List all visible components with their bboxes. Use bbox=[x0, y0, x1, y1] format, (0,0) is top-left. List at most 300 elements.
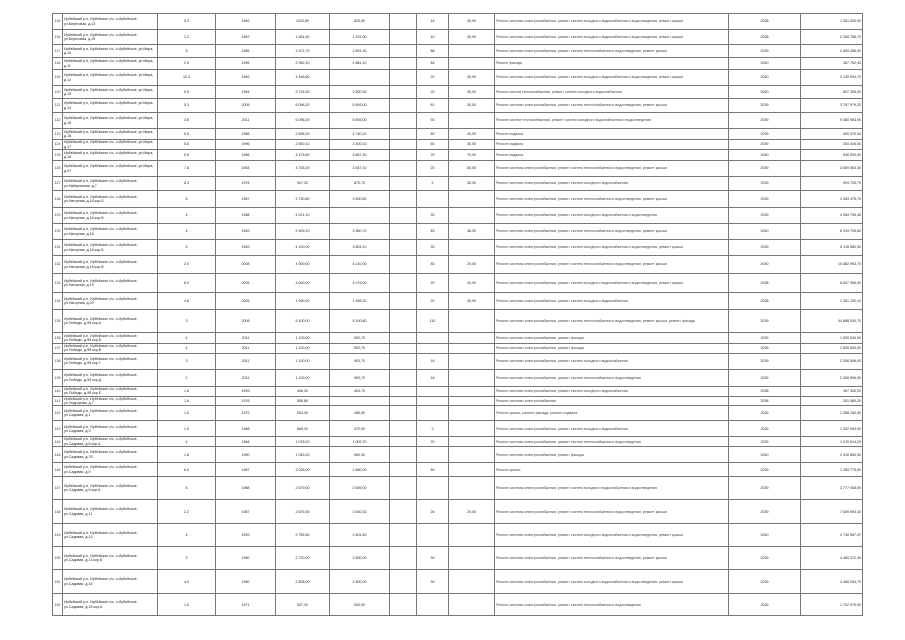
planned-year-cell: 2039 bbox=[729, 594, 801, 616]
row-number: 116 bbox=[53, 30, 63, 45]
table-row bbox=[53, 191, 863, 208]
living-area-cell bbox=[330, 208, 390, 224]
value-cell bbox=[390, 274, 417, 293]
residents-cell bbox=[417, 386, 449, 396]
row-number: 139 bbox=[53, 369, 63, 386]
table-row bbox=[53, 113, 863, 129]
table-row bbox=[53, 500, 863, 524]
living-area-cell: 5 100,80 bbox=[330, 310, 390, 333]
value-cell bbox=[449, 113, 495, 129]
total-area-cell: 4 735,20 bbox=[276, 161, 330, 177]
residents-cell: 16 bbox=[417, 353, 449, 369]
row-number: 135 bbox=[53, 310, 63, 333]
year-built-cell: 1976 bbox=[216, 177, 276, 191]
living-area-cell: 870,70 bbox=[330, 177, 390, 191]
cost-cell: 3 797 979,20 bbox=[801, 99, 863, 113]
value-cell bbox=[449, 406, 495, 421]
table-row bbox=[53, 86, 863, 99]
planned-year-cell: 2039 bbox=[729, 99, 801, 113]
value-cell bbox=[390, 256, 417, 274]
cost-cell: 2 145 994,70 bbox=[801, 70, 863, 86]
total-area-cell: 1 100,00 bbox=[276, 333, 330, 344]
address-cell: Ирбейский р-н, Ирбейское с/с, с.Ирбейское, ул.Мира, д.12 bbox=[63, 70, 158, 86]
residents-cell: 60 bbox=[417, 463, 449, 477]
works-description-cell: Ремонт подвала bbox=[495, 129, 729, 140]
living-area-cell: 5 893,00 bbox=[330, 113, 390, 129]
row-number: 137 bbox=[53, 344, 63, 354]
planned-year-cell: 2040 bbox=[729, 58, 801, 70]
living-area-cell: 2 740,10 bbox=[330, 129, 390, 140]
value-cell bbox=[390, 113, 417, 129]
value-cell bbox=[449, 191, 495, 208]
value-cell: 4 bbox=[158, 208, 216, 224]
residents-cell bbox=[417, 524, 449, 547]
year-built-cell: 1964 bbox=[216, 86, 276, 99]
address-cell: Ирбейский р-н, Ирбейское с/с, с.Ирбейское, ул.Нагорная, д.16 кор.Б bbox=[63, 191, 158, 208]
planned-year-cell: 2039 bbox=[729, 421, 801, 437]
value-cell: 4 bbox=[158, 344, 216, 354]
works-description-cell: Ремонт подвала bbox=[495, 150, 729, 161]
value-cell: 1.5 bbox=[158, 421, 216, 437]
planned-year-cell: 2039 bbox=[729, 463, 801, 477]
row-number: 149 bbox=[53, 524, 63, 547]
total-area-cell: 2 716,30 bbox=[276, 86, 330, 99]
address-cell: Ирбейский р-н, Ирбейское с/с, с.Ирбейское, ул.Мира, д.10 bbox=[63, 45, 158, 58]
residents-cell bbox=[417, 344, 449, 354]
residents-cell: 20 bbox=[417, 70, 449, 86]
year-built-cell: 1962 bbox=[216, 14, 276, 30]
total-area-cell: 406,20 bbox=[276, 386, 330, 396]
value-cell bbox=[390, 240, 417, 256]
year-built-cell: 1964 bbox=[216, 161, 276, 177]
living-area-cell: 2 800,00 bbox=[330, 570, 390, 594]
table-row bbox=[53, 369, 863, 386]
living-area-cell: 902,70 bbox=[330, 344, 390, 354]
row-number: 118 bbox=[53, 58, 63, 70]
planned-year-cell: 2040 bbox=[729, 447, 801, 463]
residents-cell: 84 bbox=[417, 58, 449, 70]
value-cell: 2.0 bbox=[158, 256, 216, 274]
living-area-cell: 903,70 bbox=[330, 369, 390, 386]
year-built-cell: 1990 bbox=[216, 447, 276, 463]
year-built-cell: 1963 bbox=[216, 224, 276, 240]
row-number: 140 bbox=[53, 386, 63, 396]
value-cell bbox=[449, 570, 495, 594]
value-cell bbox=[449, 477, 495, 500]
planned-year-cell: 2040 bbox=[729, 224, 801, 240]
cost-cell: 8 607 955,00 bbox=[801, 274, 863, 293]
table-row bbox=[53, 406, 863, 421]
residents-cell: 20 bbox=[417, 86, 449, 99]
value-cell bbox=[390, 524, 417, 547]
year-built-cell: 1996 bbox=[216, 140, 276, 150]
residents-cell: 16 bbox=[417, 14, 449, 30]
address-cell: Ирбейский р-н, Ирбейское с/с, с.Ирбейское, ул.Победы, д.9б кор.Г bbox=[63, 353, 158, 369]
address-cell: Ирбейский р-н, Ирбейское с/с, с.Ирбейское, ул.Садовая, д.5 кор.А bbox=[63, 437, 158, 447]
planned-year-cell: 2039 bbox=[729, 240, 801, 256]
year-built-cell: 1972 bbox=[216, 406, 276, 421]
planned-year-cell: 2039 bbox=[729, 45, 801, 58]
value-cell: 5.9 bbox=[158, 129, 216, 140]
value-cell bbox=[390, 437, 417, 447]
works-description-cell: Ремонт крыши bbox=[495, 463, 729, 477]
value-cell bbox=[390, 406, 417, 421]
year-built-cell: 1995 bbox=[216, 58, 276, 70]
residents-cell: 3 bbox=[417, 421, 449, 437]
cost-cell: 1 509 540,00 bbox=[801, 344, 863, 354]
year-built-cell: 1985 bbox=[216, 45, 276, 58]
value-cell: 3 bbox=[158, 547, 216, 570]
total-area-cell: 2 962,10 bbox=[276, 58, 330, 70]
residents-cell: 40 bbox=[417, 30, 449, 45]
year-built-cell: 1993 bbox=[216, 524, 276, 547]
year-built-cell: 1963 bbox=[216, 240, 276, 256]
works-description-cell: Ремонт системы электроснабжения, ремонт систем холодного водоснабжения и водоотведения, ремонт крыши bbox=[495, 524, 729, 547]
cost-cell: 994 725,70 bbox=[801, 177, 863, 191]
residents-cell: 60 bbox=[417, 140, 449, 150]
total-area-cell: 4 600,00 bbox=[276, 274, 330, 293]
cost-cell: 357 752,40 bbox=[801, 58, 863, 70]
cost-cell: 1 351 192,10 bbox=[801, 293, 863, 310]
value-cell: 30,00 bbox=[449, 30, 495, 45]
works-description-cell: Ремонт системы электроснабжения, ремонт систем холодного водоснабжения и водоотведения, ремонт крыши bbox=[495, 30, 729, 45]
value-cell: 8.3 bbox=[158, 177, 216, 191]
value-cell: 30,00 bbox=[449, 14, 495, 30]
address-cell: Ирбейский р-н, Ирбейское с/с, с.Ирбейское, ул.Победы, д.9б кор.Д bbox=[63, 369, 158, 386]
works-description-cell: Ремонт системы электроснабжения, ремонт систем холодного водоснабжения bbox=[495, 386, 729, 396]
value-cell: 30,00 bbox=[449, 70, 495, 86]
value-cell: 3.6 bbox=[158, 113, 216, 129]
table-row bbox=[53, 594, 863, 616]
living-area-cell: 2 601,60 bbox=[330, 524, 390, 547]
table-row bbox=[53, 524, 863, 547]
row-number: 128 bbox=[53, 191, 63, 208]
total-area-cell: 1 100,00 bbox=[276, 369, 330, 386]
year-built-cell: 2008 bbox=[216, 256, 276, 274]
planned-year-cell: 2039 bbox=[729, 406, 801, 421]
planned-year-cell: 2038 bbox=[729, 14, 801, 30]
row-number: 133 bbox=[53, 274, 63, 293]
value-cell: 6.0 bbox=[158, 463, 216, 477]
works-description-cell: Ремонт системы электроснабжения, ремонт систем теплоснабжения и водоотведения, ремонт крыши bbox=[495, 45, 729, 58]
living-area-cell: 2 400,10 bbox=[330, 140, 390, 150]
value-cell bbox=[449, 353, 495, 369]
total-area-cell: 2 720,00 bbox=[276, 547, 330, 570]
table-row bbox=[53, 386, 863, 396]
year-built-cell: 1967 bbox=[216, 30, 276, 45]
planned-year-cell: 2039 bbox=[729, 477, 801, 500]
total-area-cell: 1 078,20 bbox=[276, 437, 330, 447]
cost-cell: 2 308 786,70 bbox=[801, 30, 863, 45]
cost-cell: 807 355,00 bbox=[801, 86, 863, 99]
residents-cell: 30 bbox=[417, 240, 449, 256]
works-description-cell: Ремонт системы электроснабжения, ремонт фасада bbox=[495, 344, 729, 354]
residents-cell: 30 bbox=[417, 208, 449, 224]
total-area-cell: 1 063,20 bbox=[276, 447, 330, 463]
cost-cell: 2 306 596,00 bbox=[801, 369, 863, 386]
value-cell bbox=[390, 463, 417, 477]
address-cell: Ирбейский р-н, Ирбейское с/с, с.Ирбейское, ул.Мира, д.14 bbox=[63, 99, 158, 113]
address-cell: Ирбейский р-н, Ирбейское с/с, с.Ирбейское, ул.Подгорная, д.7 bbox=[63, 396, 158, 406]
residents-cell bbox=[417, 477, 449, 500]
value-cell: 5.3 bbox=[158, 99, 216, 113]
row-number: 121 bbox=[53, 99, 63, 113]
address-cell: Ирбейский р-н, Ирбейское с/с, с.Ирбейское, ул.Нагорная, д.18 bbox=[63, 224, 158, 240]
year-built-cell: 1980 bbox=[216, 547, 276, 570]
planned-year-cell: 2038 bbox=[729, 274, 801, 293]
value-cell: 30,00 bbox=[449, 99, 495, 113]
cost-cell: 1 358 180,30 bbox=[801, 406, 863, 421]
value-cell: 3 bbox=[158, 353, 216, 369]
value-cell bbox=[390, 386, 417, 396]
row-number: 119 bbox=[53, 70, 63, 86]
value-cell: 1.6 bbox=[158, 447, 216, 463]
value-cell: 6 bbox=[158, 191, 216, 208]
row-number: 126 bbox=[53, 161, 63, 177]
total-area-cell: 6 096,20 bbox=[276, 99, 330, 113]
value-cell bbox=[449, 58, 495, 70]
table-row bbox=[53, 177, 863, 191]
value-cell bbox=[390, 547, 417, 570]
table-row bbox=[53, 256, 863, 274]
works-description-cell: Ремонт системы электроснабжения, ремонт систем холодного водоснабжения и водоотведения, ремонт крыши bbox=[495, 570, 729, 594]
year-built-cell: 1967 bbox=[216, 191, 276, 208]
value-cell bbox=[390, 421, 417, 437]
year-built-cell: 2005 bbox=[216, 274, 276, 293]
living-area-cell: 820,30 bbox=[330, 14, 390, 30]
table-row bbox=[53, 477, 863, 500]
residents-cell bbox=[417, 406, 449, 421]
value-cell bbox=[390, 70, 417, 86]
row-number: 136 bbox=[53, 333, 63, 344]
value-cell bbox=[390, 369, 417, 386]
cost-cell: 4 468 054,70 bbox=[801, 570, 863, 594]
table-row bbox=[53, 99, 863, 113]
works-description-cell: Ремонт системы электроснабжения, ремонт систем теплоснабжения и водоотведения, ремонт крыши bbox=[495, 224, 729, 240]
row-number: 129 bbox=[53, 208, 63, 224]
year-built-cell: 1988 bbox=[216, 421, 276, 437]
residents-cell: 93 bbox=[417, 113, 449, 129]
cost-cell: 6 116 560,00 bbox=[801, 240, 863, 256]
planned-year-cell: 2039 bbox=[729, 353, 801, 369]
residents-cell: 81 bbox=[417, 99, 449, 113]
planned-year-cell: 2039 bbox=[729, 570, 801, 594]
value-cell bbox=[390, 208, 417, 224]
value-cell bbox=[449, 524, 495, 547]
cost-cell: 4 480 072,40 bbox=[801, 547, 863, 570]
works-description-cell: Ремонт системы электроснабжения, ремонт систем холодного водоснабжения и водоотведения, ремонт крыши bbox=[495, 14, 729, 30]
address-cell: Ирбейский р-н, Ирбейское с/с, с.Ирбейское, ул.Нагорная, д.18 кор.Б bbox=[63, 240, 158, 256]
works-description-cell: Ремонт системы электроснабжения, ремонт систем холодного водоснабжения bbox=[495, 177, 729, 191]
living-area-cell: 500,00 bbox=[330, 594, 390, 616]
cost-cell: 3 777 055,00 bbox=[801, 477, 863, 500]
value-cell: 30,00 bbox=[449, 177, 495, 191]
planned-year-cell: 2039 bbox=[729, 177, 801, 191]
table-row bbox=[53, 437, 863, 447]
planned-year-cell: 2039 bbox=[729, 547, 801, 570]
total-area-cell: 4 021,10 bbox=[276, 208, 330, 224]
works-description-cell: Ремонт системы электроснабжения, ремонт систем теплоснабжения и водоотведения, ремонт крыши bbox=[495, 191, 729, 208]
residents-cell: 20 bbox=[417, 437, 449, 447]
row-number: 115 bbox=[53, 14, 63, 30]
row-number: 131 bbox=[53, 240, 63, 256]
total-area-cell: 4 900,00 bbox=[276, 256, 330, 274]
planned-year-cell: 2039 bbox=[729, 369, 801, 386]
year-built-cell: 2011 bbox=[216, 369, 276, 386]
value-cell: 60,00 bbox=[449, 161, 495, 177]
year-built-cell: 1971 bbox=[216, 594, 276, 616]
residents-cell: 60 bbox=[417, 129, 449, 140]
value-cell bbox=[449, 437, 495, 447]
total-area-cell: 2 805,00 bbox=[276, 570, 330, 594]
planned-year-cell: 2038 bbox=[729, 293, 801, 310]
row-number: 148 bbox=[53, 500, 63, 524]
cost-cell: 497 330,00 bbox=[801, 386, 863, 396]
value-cell bbox=[390, 99, 417, 113]
living-area-cell: 2 860,00 bbox=[330, 463, 390, 477]
year-built-cell: 1968 bbox=[216, 208, 276, 224]
year-built-cell: 1988 bbox=[216, 477, 276, 500]
works-description-cell: Ремонт подвала bbox=[495, 140, 729, 150]
residents-cell: 80 bbox=[417, 256, 449, 274]
year-built-cell: 1986 bbox=[216, 150, 276, 161]
row-number: 117 bbox=[53, 45, 63, 58]
value-cell bbox=[390, 14, 417, 30]
works-description-cell: Ремонт фасада bbox=[495, 58, 729, 70]
living-area-cell: 2 630,30 bbox=[330, 500, 390, 524]
year-built-cell: 1962 bbox=[216, 70, 276, 86]
row-number: 141 bbox=[53, 396, 63, 406]
total-area-cell: 3 026,00 bbox=[276, 463, 330, 477]
value-cell bbox=[449, 386, 495, 396]
address-cell: Ирбейский р-н, Ирбейское с/с, с.Ирбейское, ул.Садовая, д.13 кор.Б bbox=[63, 547, 158, 570]
address-cell: Ирбейский р-н, Ирбейское с/с, с.Ирбейское, ул.Победы, д.9б кор.Е bbox=[63, 386, 158, 396]
row-number: 138 bbox=[53, 353, 63, 369]
value-cell: 10.3 bbox=[158, 70, 216, 86]
works-description-cell: Ремонт системы электроснабжения, ремонт систем холодного водоснабжения и водоотведения, ремонт крыши bbox=[495, 70, 729, 86]
value-cell: 30,00 bbox=[449, 140, 495, 150]
cost-cell: 44 888 050,70 bbox=[801, 310, 863, 333]
works-description-cell: Ремонт системы электроснабжения, ремонт систем теплоснабжения и водоотведения, ремонт крыши bbox=[495, 500, 729, 524]
year-built-cell: 2006 bbox=[216, 310, 276, 333]
planned-year-cell: 2039 bbox=[729, 113, 801, 129]
table-row bbox=[53, 70, 863, 86]
value-cell: 4.6 bbox=[158, 293, 216, 310]
table-row bbox=[53, 344, 863, 354]
living-area-cell: 403,70 bbox=[330, 386, 390, 396]
value-cell bbox=[390, 129, 417, 140]
value-cell: 2.2 bbox=[158, 500, 216, 524]
living-area-cell: 1 002,70 bbox=[330, 437, 390, 447]
works-description-cell: Ремонт системы электроснабжения, ремонт систем теплоснабжения и водоотведения, ремонт крыши bbox=[495, 547, 729, 570]
value-cell: 5.6 bbox=[158, 150, 216, 161]
planned-year-cell: 2040 bbox=[729, 256, 801, 274]
planned-year-cell: 2039 bbox=[729, 129, 801, 140]
planned-year-cell: 2039 bbox=[729, 344, 801, 354]
value-cell: 7.8 bbox=[158, 161, 216, 177]
works-description-cell: Ремонт системы электроснабжения, ремонт систем теплоснабжения и водоотведения bbox=[495, 369, 729, 386]
value-cell bbox=[449, 310, 495, 333]
cost-cell: 3 453 375,70 bbox=[801, 191, 863, 208]
works-description-cell: Ремонт системы электроснабжения, ремонт систем теплоснабжения и водоотведения bbox=[495, 594, 729, 616]
row-number: 145 bbox=[53, 447, 63, 463]
year-built-cell: 1987 bbox=[216, 463, 276, 477]
value-cell: 20,00 bbox=[449, 256, 495, 274]
planned-year-cell: 2040 bbox=[729, 524, 801, 547]
value-cell bbox=[390, 224, 417, 240]
total-area-cell: 3 750,60 bbox=[276, 191, 330, 208]
cost-cell: 351 580,20 bbox=[801, 396, 863, 406]
value-cell: 5.6 bbox=[158, 140, 216, 150]
cost-cell: 334 445,00 bbox=[801, 140, 863, 150]
table-row bbox=[53, 58, 863, 70]
works-description-cell: Ремонт крыши, ремонт фасада, ремонт подвала bbox=[495, 406, 729, 421]
table-row bbox=[53, 396, 863, 406]
address-cell: Ирбейский р-н, Ирбейское с/с, с.Ирбейское, ул.Нагорная, д.19 bbox=[63, 274, 158, 293]
table-row bbox=[53, 161, 863, 177]
address-cell: Ирбейский р-н, Ирбейское с/с, с.Ирбейское, ул.Победы, д.9б кор.А bbox=[63, 310, 158, 333]
table-row bbox=[53, 129, 863, 140]
address-cell: Ирбейский р-н, Ирбейское с/с, с.Ирбейское, ул.Садовая, д.7б bbox=[63, 447, 158, 463]
total-area-cell: 947,20 bbox=[276, 177, 330, 191]
cost-cell: 1 302 594,00 bbox=[801, 421, 863, 437]
register-table bbox=[52, 13, 863, 616]
total-area-cell: 2 500,10 bbox=[276, 140, 330, 150]
value-cell: 1.6 bbox=[158, 386, 216, 396]
address-cell: Ирбейский р-н, Ирбейское с/с, с.Ирбейское, ул.Мира, д.11 bbox=[63, 58, 158, 70]
total-area-cell: 1020,80 bbox=[276, 14, 330, 30]
total-area-cell: 1 990,20 bbox=[276, 293, 330, 310]
works-description-cell: Ремонт системы электроснабжения, ремонт систем теплоснабжения и водоотведения, ремонт крыши bbox=[495, 256, 729, 274]
value-cell: 4.0 bbox=[158, 570, 216, 594]
table-row bbox=[53, 150, 863, 161]
residents-cell: 26 bbox=[417, 500, 449, 524]
residents-cell: 20 bbox=[417, 293, 449, 310]
table-row bbox=[53, 463, 863, 477]
address-cell: Ирбейский р-н, Ирбейское с/с, с.Ирбейское, ул.Садовая, д.9 кор.А bbox=[63, 477, 158, 500]
residents-cell bbox=[417, 447, 449, 463]
table-row bbox=[53, 570, 863, 594]
living-area-cell: 472,00 bbox=[330, 421, 390, 437]
cost-cell: 2 316 660,00 bbox=[801, 447, 863, 463]
table-row bbox=[53, 274, 863, 293]
value-cell bbox=[449, 333, 495, 344]
works-description-cell: Ремонт системы электроснабжения, ремонт систем холодного водоснабжения bbox=[495, 421, 729, 437]
address-cell: Ирбейский р-н, Ирбейское с/с, с.Ирбейское, ул.Садовая, д.11 bbox=[63, 500, 158, 524]
address-cell: Ирбейский р-н, Ирбейское с/с, с.Ирбейское, ул.Мира, д.17 bbox=[63, 140, 158, 150]
row-number: 134 bbox=[53, 293, 63, 310]
year-built-cell: 1987 bbox=[216, 500, 276, 524]
works-description-cell: Ремонт системы электроснабжения, ремонт систем холодного водоснабжения bbox=[495, 293, 729, 310]
works-description-cell: Ремонт системы электроснабжения, ремонт систем теплоснабжения и водоотведения, ремонт крыши, ремонт фасада bbox=[495, 310, 729, 333]
address-cell: Ирбейский р-н, Ирбейское с/с, с.Ирбейское, ул.Береговая, д.13 bbox=[63, 14, 158, 30]
value-cell: 4 bbox=[158, 333, 216, 344]
table-row bbox=[53, 30, 863, 45]
row-number: 146 bbox=[53, 463, 63, 477]
address-cell: Ирбейский р-н, Ирбейское с/с, с.Ирбейское, ул.Садовая, д.15 bbox=[63, 570, 158, 594]
works-description-cell: Ремонт системы электроснабжения, ремонт систем холодного водоснабжения bbox=[495, 353, 729, 369]
row-number: 152 bbox=[53, 594, 63, 616]
works-description-cell: Ремонт системы электроснабжения, ремонт систем теплоснабжения и водоотведения, ремонт крыши bbox=[495, 161, 729, 177]
table-row bbox=[53, 14, 863, 30]
value-cell: 3 bbox=[158, 310, 216, 333]
total-area-cell: 547,20 bbox=[276, 594, 330, 616]
total-area-cell: 1 100,00 bbox=[276, 353, 330, 369]
total-area-cell: 2 838,30 bbox=[276, 129, 330, 140]
year-built-cell: 2005 bbox=[216, 99, 276, 113]
residents-cell bbox=[417, 333, 449, 344]
address-cell: Ирбейский р-н, Ирбейское с/с, с.Ирбейское, ул.Победы, д.9б кор.В bbox=[63, 344, 158, 354]
